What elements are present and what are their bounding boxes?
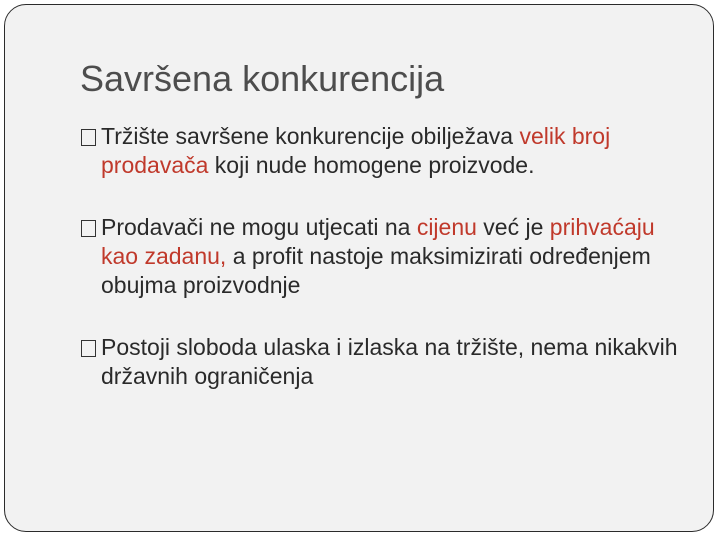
bullet-box-icon bbox=[81, 340, 96, 357]
highlight-text: prihvaćaju kao zadanu, bbox=[101, 214, 655, 269]
slide-title: Savršena konkurencija bbox=[80, 58, 445, 99]
bullet-text: Tržište savršene konkurencije obilježava bbox=[101, 123, 520, 149]
highlight-text: velik broj prodavača bbox=[101, 123, 611, 178]
bullet-text: već je bbox=[476, 214, 550, 240]
highlight-text: cijenu bbox=[416, 214, 477, 240]
bullet-text: a profit nastoje maksimizirati određenjem obujma proizvodnje bbox=[101, 243, 651, 298]
bullet-text: Prodavači ne mogu utjecati na bbox=[101, 214, 417, 240]
bullet-box-icon bbox=[81, 129, 96, 146]
bullet-item-market bbox=[80, 122, 690, 180]
bullet-list bbox=[80, 122, 690, 424]
bullet-item-sellers bbox=[80, 213, 690, 300]
bullet-text: Postoji sloboda ulaska i izlaska na tržište, nema nikakvih državnih ograničenja bbox=[101, 334, 678, 389]
bullet-item-entry bbox=[80, 333, 690, 391]
bullet-text: koji nude homogene proizvode. bbox=[208, 152, 535, 178]
bullet-box-icon bbox=[81, 220, 96, 237]
